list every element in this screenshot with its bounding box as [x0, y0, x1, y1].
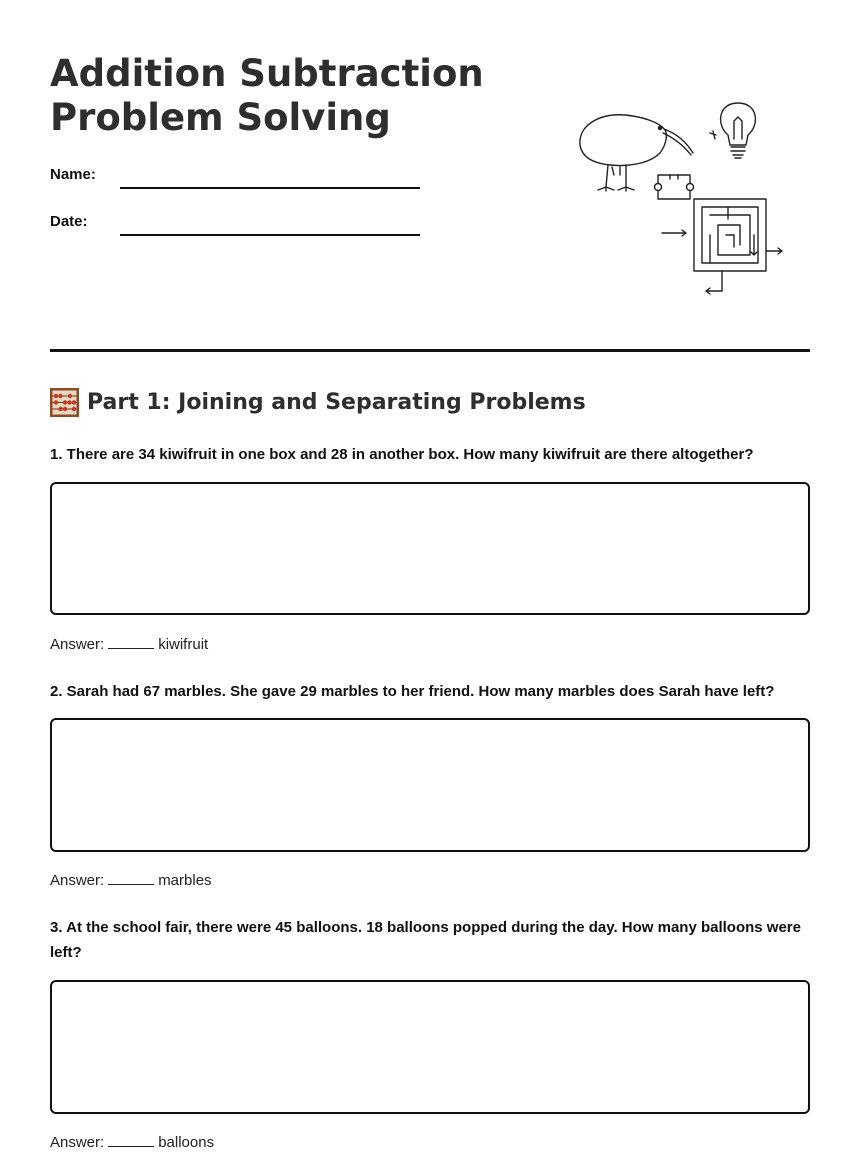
question-2: 2. Sarah had 67 marbles. She gave 29 marbles to her friend. How many marbles does Sarah have left?	[50, 683, 775, 700]
date-label: Date:	[50, 213, 88, 230]
answer-unit-3: balloons	[158, 1134, 215, 1151]
answer-blank-3[interactable]	[108, 1134, 154, 1147]
answer-label: Answer:	[50, 872, 105, 889]
name-label: Name:	[50, 166, 96, 183]
kiwi-bird-icon	[580, 115, 693, 191]
section-divider	[50, 349, 810, 352]
answer-line-2	[50, 872, 212, 889]
answer-unit-2: marbles	[158, 872, 212, 889]
section-heading	[50, 388, 586, 417]
answer-line-3	[50, 1134, 214, 1151]
puzzle-piece-icon	[655, 175, 694, 199]
maze-icon	[662, 199, 782, 294]
section-title: Part 1: Joining and Separating Problems	[87, 390, 586, 415]
title-line-2: Problem Solving	[50, 96, 391, 139]
name-field[interactable]	[120, 187, 420, 189]
abacus-icon	[50, 388, 79, 417]
answer-unit-1: kiwifruit	[158, 636, 209, 653]
question-1: 1. There are 34 kiwifruit in one box and 28 in another box. How many kiwifruit are there altogether?	[50, 446, 754, 463]
question-3: 3. At the school fair, there were 45 balloons. 18 balloons popped during the day. How many balloons were left?	[50, 919, 801, 961]
work-box-1[interactable]	[50, 482, 810, 615]
work-box-3[interactable]	[50, 980, 810, 1114]
worksheet-title	[50, 52, 484, 140]
title-line-1: Addition Subtraction	[50, 52, 484, 95]
work-box-2[interactable]	[50, 718, 810, 852]
kiwi-maze-illustration	[570, 95, 790, 305]
date-field[interactable]	[120, 234, 420, 236]
answer-label: Answer:	[50, 636, 105, 653]
answer-label: Answer:	[50, 1134, 105, 1151]
answer-blank-2[interactable]	[108, 872, 154, 885]
lightbulb-icon	[710, 103, 755, 158]
answer-line-1	[50, 636, 208, 653]
answer-blank-1[interactable]	[108, 636, 154, 649]
